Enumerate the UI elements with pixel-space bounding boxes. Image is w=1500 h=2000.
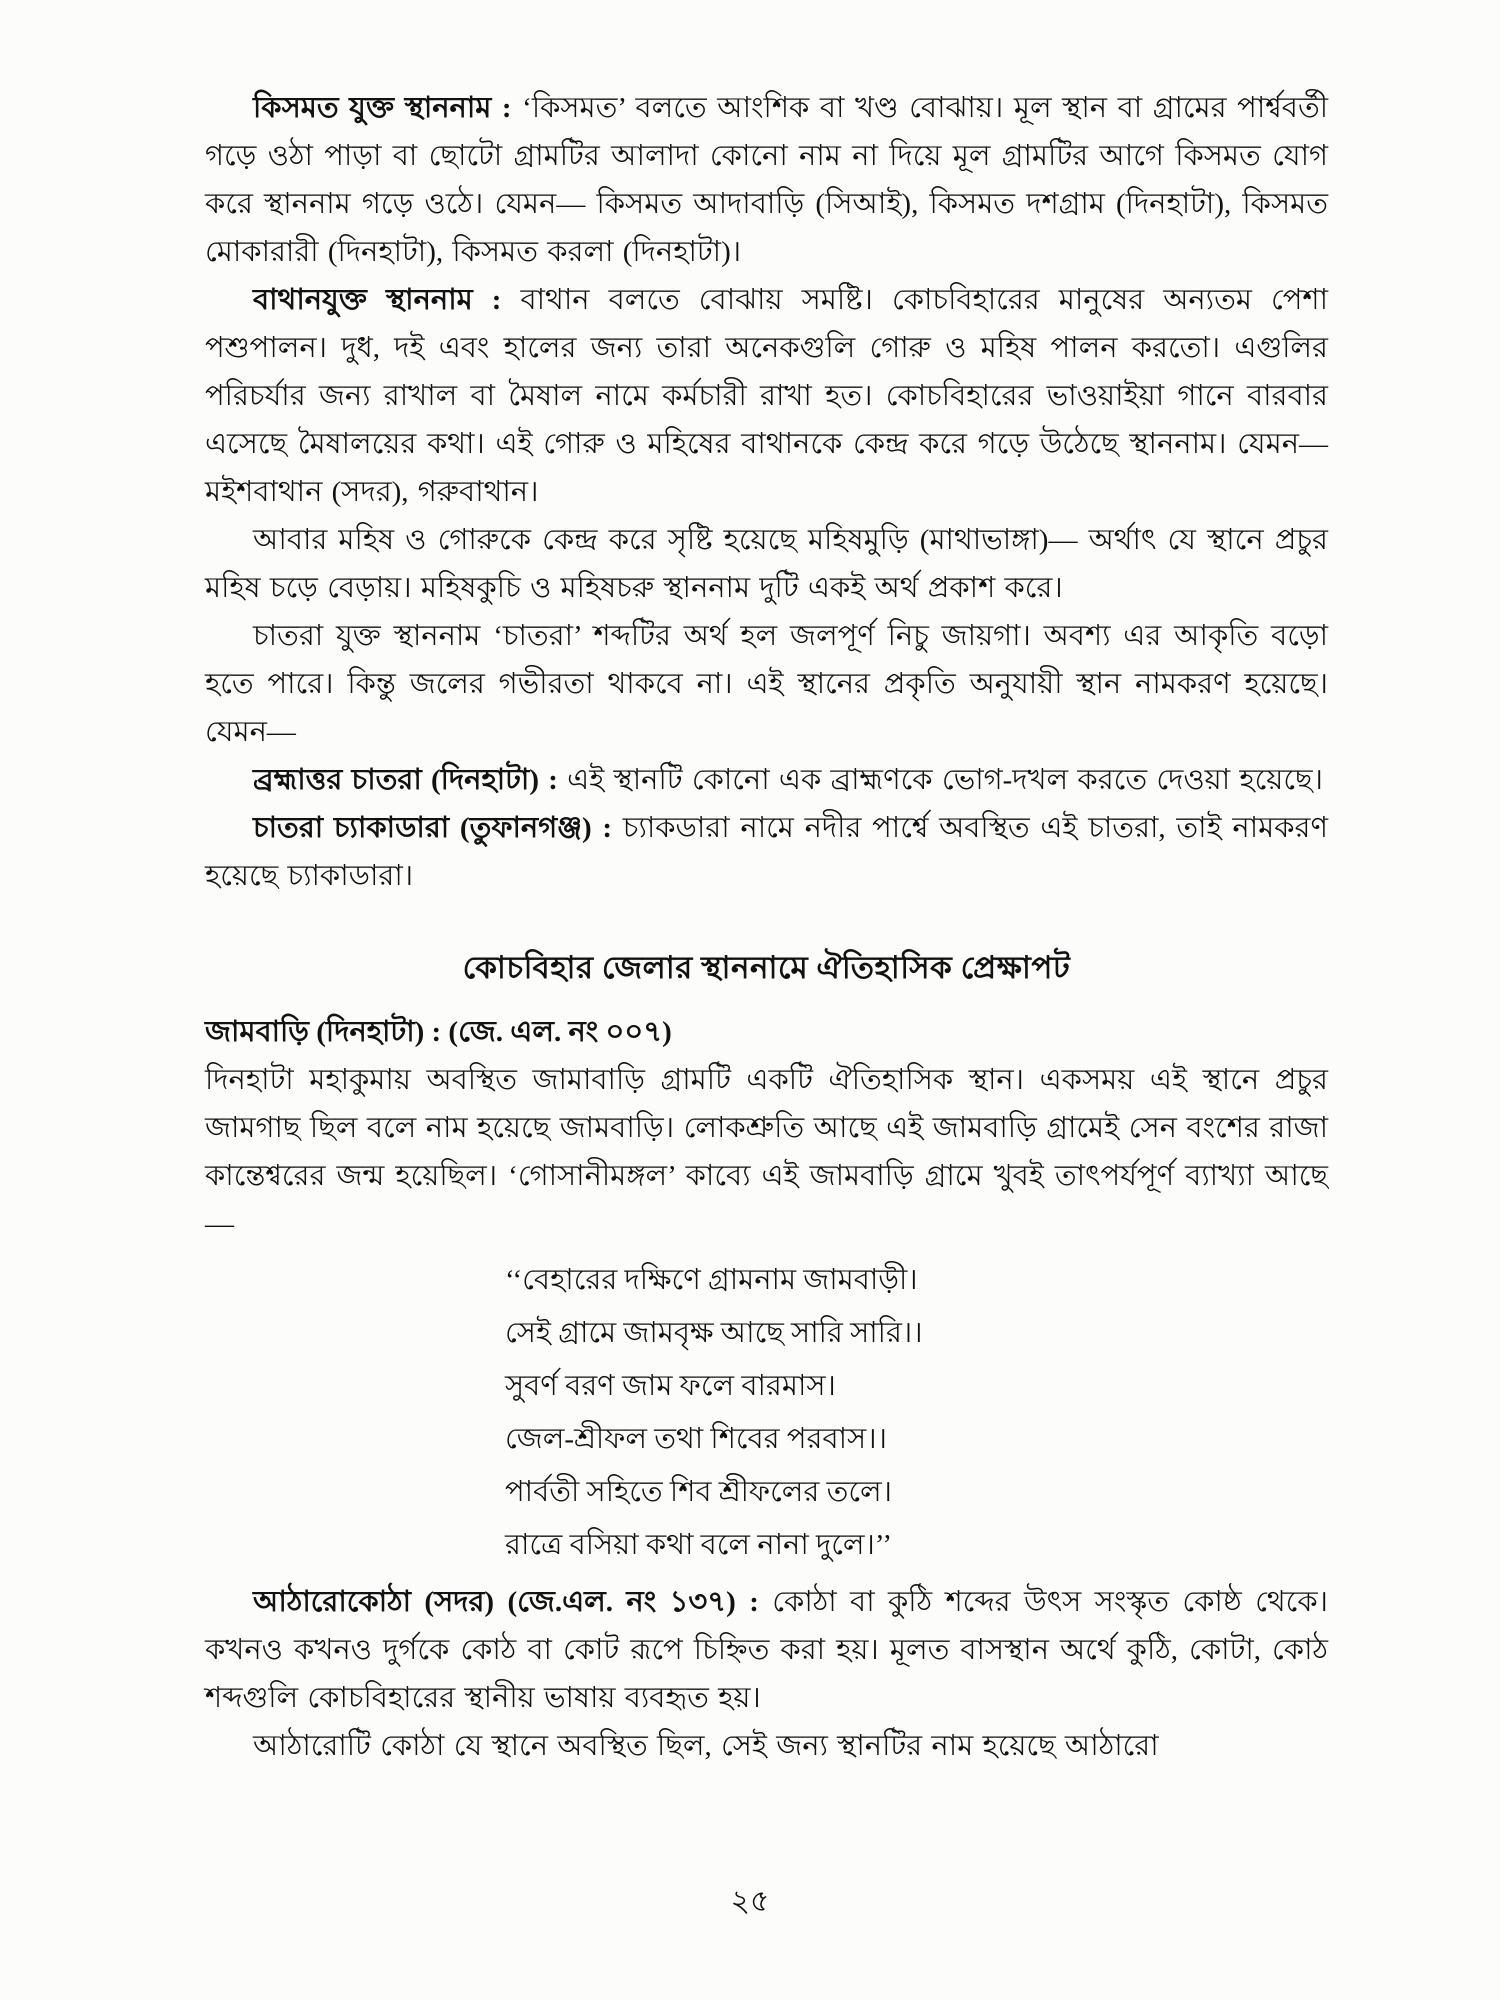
paragraph-lead-chyakadara: চাতরা চ্যাকাডারা (তুফানগঞ্জ) : xyxy=(253,812,623,844)
paragraph-chyakadara xyxy=(205,804,1328,900)
section-heading: কোচবিহার জেলার স্থাননামে ঐতিহাসিক প্রেক্ষাপট xyxy=(462,950,1071,985)
paragraph-lead-atharokotha: আঠারোকোঠা (সদর) (জে.এল. নং ১৩৭) : xyxy=(253,1586,773,1618)
paragraph-body-bathan: বাথান বলতে বোঝায় সমষ্টি। কোচবিহারের মানুষের অন্যতম পেশা পশুপালন। দুধ, দই এবং হালের জন্য তারা অনেকগুলি গোরু ও মহিষ পালন করতো। এগুলির পরিচর্যার জন্য রাখাল বা মৈষাল নামে কর্মচারী রাখা হত। কোচবিহারের ভাওয়াইয়া গানে বারবার এসেছে মৈষালয়ের কথা। এই গোরু ও মহিষের বাথানকে কেন্দ্র করে গড়ে উঠেছে স্থাননাম। যেমন— মইশবাথান (সদর), গরুবাথান। xyxy=(205,284,1329,508)
verse-line: পার্বতী সহিতে শিব শ্রীফলের তলে। xyxy=(505,1476,892,1508)
paragraph-brahmattar xyxy=(205,756,1328,804)
paragraph-mohish: আবার মহিষ ও গোরুকে কেন্দ্র করে সৃষ্টি হয়েছে মহিষমুড়ি (মাথাভাঙ্গা)— অর্থাৎ যে স্থানে প্রচুর মহিষ চড়ে বেড়ায়। মহিষকুচি ও মহিষচরু স্থাননাম দুটি একই অর্থ প্রকাশ করে। xyxy=(205,524,1328,604)
paragraph-chatra: চাতরা যুক্ত স্থাননাম ‘চাতরা’ শব্দটির অর্থ হল জলপূর্ণ নিচু জায়গা। অবশ্য এর আকৃতি বড়ো হতে পারে। কিন্তু জলের গভীরতা থাকবে না। এই স্থানের প্রকৃতি অনুযায়ী স্থান নামকরণ হয়েছে। যেমন— xyxy=(205,620,1328,748)
verse-line: রাত্রে বসিয়া কথা বলে নানা দুলে।’’ xyxy=(505,1529,893,1561)
verse-line: ‘‘বেহারের দক্ষিণে গ্রামনাম জামবাড়ী। xyxy=(505,1264,918,1296)
verse-line: সেই গ্রামে জামবৃক্ষ আছে সারি সারি।। xyxy=(505,1317,923,1349)
page-content xyxy=(205,84,1328,1770)
paragraph-atharokotha xyxy=(205,1578,1328,1722)
subheading-jambari: জামবাড়ি (দিনহাটা) : (জে. এল. নং ০০৭) xyxy=(205,1016,672,1048)
verse-block xyxy=(505,1254,1328,1572)
paragraph-body-atharokotha: কোঠা বা কুঠি শব্দের উৎস সংস্কৃত কোষ্ঠ থেকে। কখনও কখনও দুর্গকে কোঠ বা কোট রূপে চিহ্নিত করা হয়। মূলত বাসস্থান অর্থে কুঠি, কোটা, কোঠ শব্দগুলি কোচবিহারের স্থানীয় ভাষায় ব্যবহৃত হয়। xyxy=(205,1586,1328,1714)
page-number: ২৫ xyxy=(730,1885,770,1918)
paragraph-body-chyakadara: চ্যাকডারা নামে নদীর পার্শ্বে অবস্থিত এই চাতরা, তাই নামকরণ হয়েছে চ্যাকাডারা। xyxy=(205,812,1328,892)
paragraph-lead-bathan: বাথানযুক্ত স্থাননাম : xyxy=(253,284,521,316)
paragraph-body-kismat: ‘কিসমত’ বলতে আংশিক বা খণ্ড বোঝায়। মূল স্থান বা গ্রামের পার্শ্ববর্তী গড়ে ওঠা পাড়া বা ছোটো গ্রামটির আলাদা কোনো নাম না দিয়ে মূল গ্রামটির আগে কিসমত যোগ করে স্থাননাম গড়ে ওঠে। যেমন— কিসমত আদাবাড়ি (সিআই), কিসমত দশগ্রাম (দিনহাটা), কিসমত মোকারারী (দিনহাটা), কিসমত করলা (দিনহাটা)। xyxy=(205,92,1329,268)
verse-line: জেল-শ্রীফল তথা শিবের পরবাস।। xyxy=(505,1423,887,1455)
paragraph-body-brahmattar: এই স্থানটি কোনো এক ব্রাহ্মণকে ভোগ-দখল করতে দেওয়া হয়েছে। xyxy=(567,764,1323,796)
paragraph-kismat xyxy=(205,84,1328,276)
paragraph-lead-brahmattar: ব্রহ্মাত্তর চাতরা (দিনহাটা) : xyxy=(253,764,568,796)
paragraph-atharoti: আঠারোটি কোঠা যে স্থানে অবস্থিত ছিল, সেই জন্য স্থানটির নাম হয়েছে আঠারো xyxy=(253,1730,1159,1762)
paragraph-lead-kismat: কিসমত যুক্ত স্থাননাম : xyxy=(253,92,523,124)
paragraph-jambari: দিনহাটা মহাকুমায় অবস্থিত জামাবাড়ি গ্রামটি একটি ঐতিহাসিক স্থান। একসময় এই স্থানে প্রচুর জামগাছ ছিল বলে নাম হয়েছে জামবাড়ি। লোকশ্রুতি আছে এই জামবাড়ি গ্রামেই সেন বংশের রাজা কান্তেশ্বরের জন্ম হয়েছিল। ‘গোসানীমঙ্গল’ কাব্যে এই জামবাড়ি গ্রামে খুবই তাৎপর্যপূর্ণ ব্যাখ্যা আছে— xyxy=(205,1064,1328,1240)
paragraph-bathan xyxy=(205,276,1328,516)
verse-line: সুবর্ণ বরণ জাম ফলে বারমাস। xyxy=(505,1370,836,1402)
